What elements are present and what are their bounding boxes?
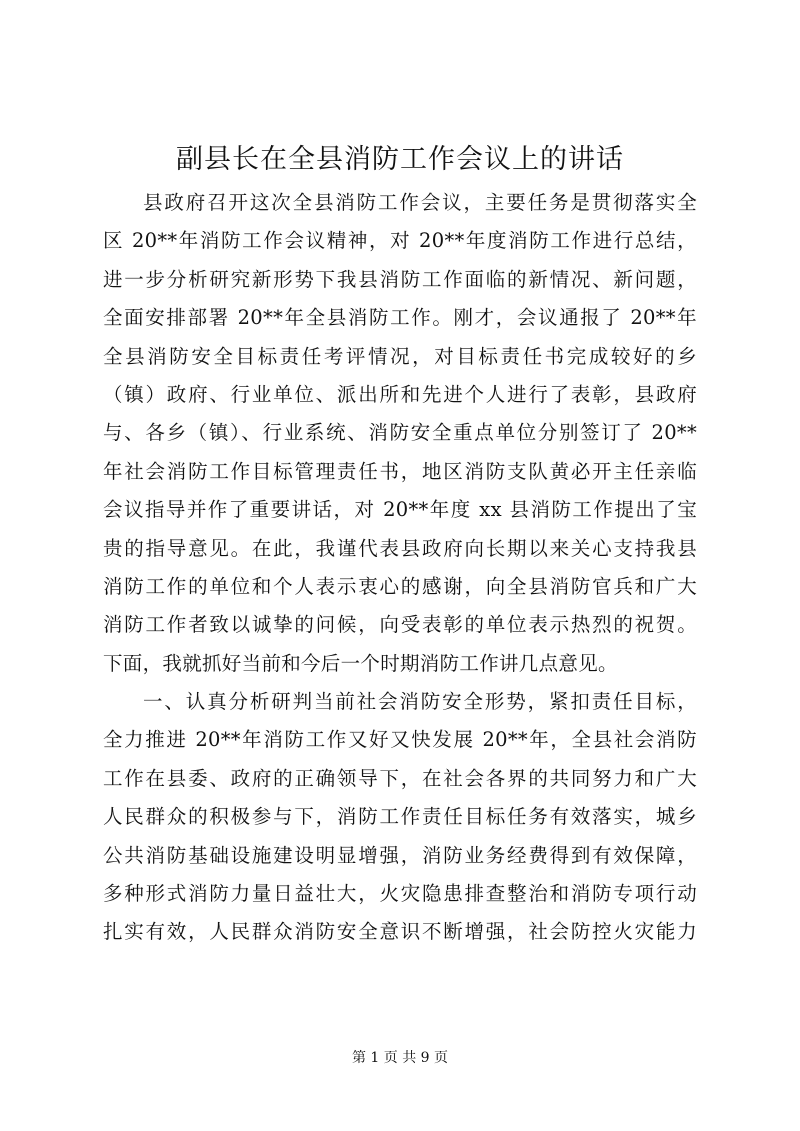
text-line: 年社会消防工作目标管理责任书，地区消防支队黄必开主任亲临 xyxy=(103,459,697,483)
text-line: 全面安排部署 20**年全县消防工作。刚才，会议通报了 20**年 xyxy=(103,306,697,330)
text-line: 一、认真分析研判当前社会消防安全形势，紧扣责任目标， xyxy=(143,690,697,714)
text-line: 全县消防安全目标责任考评情况，对目标责任书完成较好的乡 xyxy=(103,344,697,368)
text-line: 贵的指导意见。在此，我谨代表县政府向长期以来关心支持我县 xyxy=(103,536,697,560)
text-line: 消防工作者致以诚挚的问候，向受表彰的单位表示热烈的祝贺。 xyxy=(103,613,697,637)
text-line: 扎实有效，人民群众消防安全意识不断增强，社会防控火灾能力 xyxy=(103,920,697,944)
document-title: 副县长在全县消防工作会议上的讲话 xyxy=(176,144,624,175)
page-number-footer: 第 1 页 共 9 页 xyxy=(351,1050,449,1066)
text-line: 下面，我就抓好当前和今后一个时期消防工作讲几点意见。 xyxy=(103,651,618,675)
text-line: 消防工作的单位和个人表示衷心的感谢，向全县消防官兵和广大 xyxy=(103,574,697,598)
text-line: 多种形式消防力量日益壮大，火灾隐患排查整治和消防专项行动 xyxy=(103,882,697,906)
text-line: 县政府召开这次全县消防工作会议，主要任务是贯彻落实全 xyxy=(143,191,697,214)
text-line: 公共消防基础设施建设明显增强，消防业务经费得到有效保障， xyxy=(103,843,697,867)
text-line: 进一步分析研究新形势下我县消防工作面临的新情况、新问题， xyxy=(103,267,697,291)
document-body xyxy=(103,184,697,952)
text-line: 区 20**年消防工作会议精神，对 20**年度消防工作进行总结， xyxy=(103,229,697,253)
text-line: 工作在县委、政府的正确领导下，在社会各界的共同努力和广大 xyxy=(103,766,697,790)
text-line: 会议指导并作了重要讲话，对 20**年度 xx 县消防工作提出了宝 xyxy=(103,498,697,522)
text-line: 人民群众的积极参与下，消防工作责任目标任务有效落实，城乡 xyxy=(103,805,697,829)
text-line: 与、各乡（镇）、行业系统、消防安全重点单位分别签订了 20** xyxy=(103,421,697,445)
text-line: （镇）政府、行业单位、派出所和先进个人进行了表彰，县政府 xyxy=(103,382,697,406)
text-line: 全力推进 20**年消防工作又好又快发展 20**年，全县社会消防 xyxy=(103,728,697,752)
